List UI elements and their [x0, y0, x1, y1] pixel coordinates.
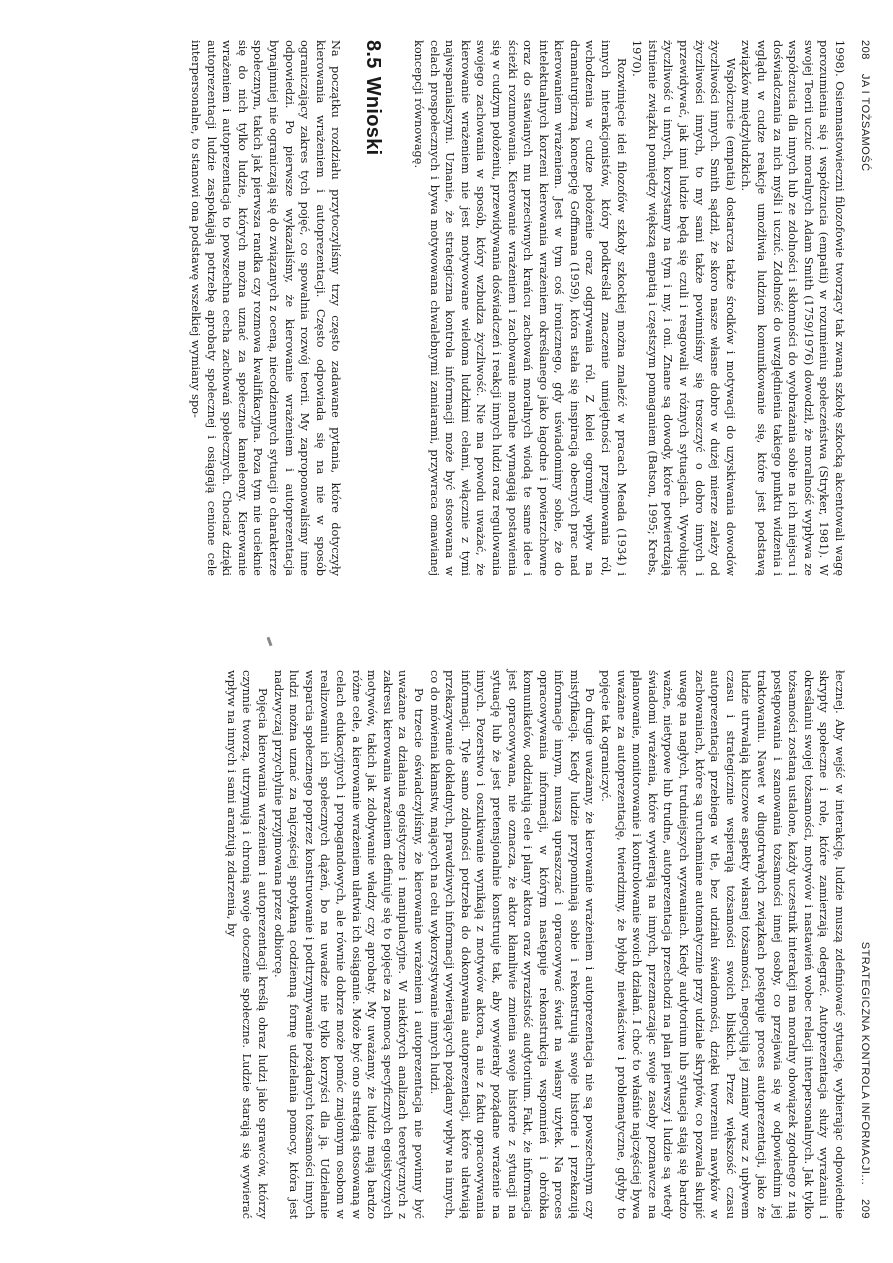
- running-head-209: [859, 670, 871, 1219]
- paragraph: Po trzecie oświadczyliśmy, że kierowanie wrażeniem i autoprezentacja nie powinny być uważane za działania egoistyczne i manipulacyjne. W niektórych analizach teoretycznych z zakresu kierowania wrażeniem definiuje się to pojęcie za pomocą specyficznych egoistycznych motywów, takich jak zdobywanie władzy czy aprobaty. My uważamy, że ludzie mają bardzo różne cele, a kierowanie wrażeniem ułatwia ich osiąganie. Może być ono strategią stosowaną w celach edukacyjnych i propagandowych, ale równie dobrze może pomóc znajomym osobom w realizowaniu ich społecznych dążeń, bo na uwadze nie tylko korzyści dla ją. Udzielanie wsparcia społecznego poprzez konstruowanie i podtrzymywanie pożądanych tożsamości innych ludzi można uznać za najczęściej spotykaną codzienną formę udzielania pomocy, która jest nadzwyczaj przychylnie przyjmowana przez odbiorcę.: [271, 670, 425, 1219]
- section-number: 8.5: [362, 40, 385, 69]
- page-209-content: [0, 630, 893, 1263]
- section-title: Wnioski: [362, 76, 385, 156]
- page-number: 208: [859, 40, 871, 60]
- section-heading: [361, 40, 384, 576]
- paragraph: łecznej. Aby wejść w interakcję, ludzie muszą zdefiniować sytuację, wybierając odpowiednie skrypty społeczne i role, które zamierzają odegrać. Autoprezentacja służy wyrażaniu i określaniu swojej tożsamości, motywów i nastawień wobec relacji interpersonalnych. Jak tylko tożsamości zostaną ustalone, każdy uczestnik interakcji ma moralny obowiązek zgodnego z nią postępowania i szanowania tożsamości innej osoby, co przejawia się w odpowiednim jej traktowaniu. Nawet w długotrwałych związkach postępuje proces autoprezentacji, jako że ludzie utrwalają kluczowe aspekty własnej tożsamości, negocjują jej zmiany wraz z upływem czasu i strategicznie wspierają tożsamości swoich bliskich. Przez większość czasu autoprezentacja przebiega w tle, bez udziału świadomości, dzięki tworzeniu nawyków w zachowaniach, które są uruchamiane automatycznie przy udziale skryptów, co pozwala skupić uwagę na nagłych, trudniejszych wyzwaniach. Kiedy audytorium lub sytuacja stają się bardzo ważne, nietypowe lub trudne, autoprezentacja przechodzi na plan pierwszy i ludzie są wtedy świadomi wrażenia, które wywierają na innych, przeznaczając swoje zasoby poznawcze na planowanie, monitorowanie i kontrolowanie swoich działań. I choć to właśnie najczęściej bywa uważane za autoprezentację, twierdzimy, że byłoby niewłaściwe i problematyczne, gdyby to pojęcie tak ograniczyć.: [599, 670, 846, 1219]
- paragraph: Na początku rozdziału przytoczyliśmy trzy często zadawane pytania, które dotyczyły kierowania wrażeniem i autoprezentacji. Często odpowiada się na nie w sposób ograniczający zakres tych pojęć, co spowalnia rozwój teorii. My zaproponowaliśmy inne odpowiedzi. Po pierwsze wykazaliśmy, że kierowanie wrażeniem i autoprezentacja bynajmniej nie ograniczają się do związanych z oceną, niecodziennych sytuacji o charakterze społecznym, takich jak pierwsza randka czy rozmowa kwalifikacyjna. Poza tym nie ucieknie się do nich tylko ludzie, których można uznać za społeczne kameleony. Kierowanie wrażeniem i autoprezentacja to powszechna cecha zachowań społecznych. Chociaż dzięki autoprezentacji ludzie zaspokajają potrzebę aprobaty społecznej i osiągają cenione cele interpersonalne, to stanowi ona podstawę wszelkiej wymiany spo-: [189, 40, 343, 576]
- paragraph: Współczucie (empatia) dostarcza także środków i motywacji do uzyskiwania dowodów życzliwości innych. Smith sądził, że skoro nasze własne dobro w dużej mierze zależy od życzliwości innych, to my sami także powinniśmy się troszczyć o dobro innych i przewidywać, jak inni ludzie będą się czuli i reagowali w różnych sytuacjach. Wywołując życzliwość u innych, korzystamy na tym i my, i oni. Znane są dowody, które potwierdzają istnienie związku pomiędzy większą empatią i częstszym pomaganiem (Batson, 1995; Krebs, 1970).: [630, 40, 737, 576]
- paragraph: Pojęcia kierowania wrażeniem i autoprezentacji kreślą obraz ludzi jako sprawców, którzy czynnie tworzą, utrzymują i chronią swoje otoczenie społeczne. Ludzie starają się wywierać wpływ na innych i sami aranżują zdarzenia, by: [224, 670, 270, 1219]
- paragraph: Rozwinięcie idei filozofów szkoły szkockiej można znaleźć w pracach Meada (1934) i innych interakcjonistów, który podkreślał znaczenie umiejętności przejmowania ról, wchodzenia w cudze położenie oraz odgrywania ról. Z kolei ogromny wpływ na dramaturgiczną koncepcję Goffmana (1959), która stała się inspiracją obecnych prac nad kierowaniem wrażeniem. Jest w tym coś ironicznego, gdy uświadomimy sobie, że do intelektualnych korzeni kierowania wrażeniem określanego jako łagodne i powierzchowne oraz do stawianych mu przeciwnych krańcu zachowań moralnych wiodą te same idee i ścieżki rozumowania. Kierowanie wrażeniem i zachowanie moralne wymagają postawienia się w cudzym położeniu, przewidywania doświadczeń i reakcji innych ludzi oraz regulowania swojego zachowania w sposób, który wzbudza życzliwość. Nie ma powodu uważać, że kierowanie wrażeniem nie jest motywowane wieloma ludzkimi celami, włącznie z tymi najwspanialszymi. Uznanie, że strategiczna kontrola informacji może być stosowana w celach prospołecznych i bywa motywowana chwalebnymi zamiarami, przywraca omawianej koncepcji równowagę.: [411, 40, 628, 576]
- page-number: 209: [859, 1199, 871, 1219]
- paragraph: Po drugie uważamy, że kierowanie wrażeniem i autoprezentacja nie są powszechnym czy mistyfikacją. Kiedy ludzie przypominają sobie i rekonstruują swoje historie i przekazują informacje innym, muszą upraszczać i opracowywać świat na własny użytek. Na proces opracowywania informacji, w którym następuje rekonstrukcja wspomnień i obróbka komunikatów, oddziałują cele i plany aktora oraz wyrazistość audytorium. Fakt, że informacja jest opracowywana, nie oznacza, że aktor kłamliwie zmienia swoje historie z sytuacji na sytuację lub że jest pretensjonalnie konstruuje tak, aby wywierały pożądane wrażenie na innych. Pozerstwo i oszukiwanie wynikają z motywów aktora, a nie z faktu opracowywania informacji. Tyle samo zdolności potrzeba do dokonywania autoprezentacji, które ułatwiają przekazywanie dokładnych, prawdziwych informacji wywierających pożądany wpływ na innych, co do mówienia kłamstw, mających na celu wykorzystywanie innych ludzi.: [427, 670, 597, 1219]
- paragraph: 1998). Osiemnastowieczni filozofowie tworzący tak zwaną szkołę szkocką akcentowali wagę porozumienia się i współczucia (empatii) w rozumieniu społeczeństwa (Stryker, 1981). W swojej Teorii uczuć moralnych Adam Smith (1759/1976) dowodził, że moralność wypływa ze współczucia dla innych lub ze zdolności i skłonności do wyobrażania sobie na ich miejscu i doświadczania za nich myśli i uczuć. Zdolność do uwzględnienia takiego punktu widzenia i wglądu w cudze reakcje umożliwia ludziom komunikowanie się, które jest podstawą związków międzyludzkich.: [739, 40, 846, 576]
- running-head-title: JA I TOŻSAMOŚĆ: [859, 73, 871, 172]
- running-head-208: [859, 40, 871, 576]
- running-head-title: STRATEGICZNA KONTROLA INFORMACJI...: [859, 941, 871, 1186]
- page-208-content: [0, 0, 893, 620]
- page-208: [0, 0, 893, 620]
- page-209: [0, 630, 893, 1263]
